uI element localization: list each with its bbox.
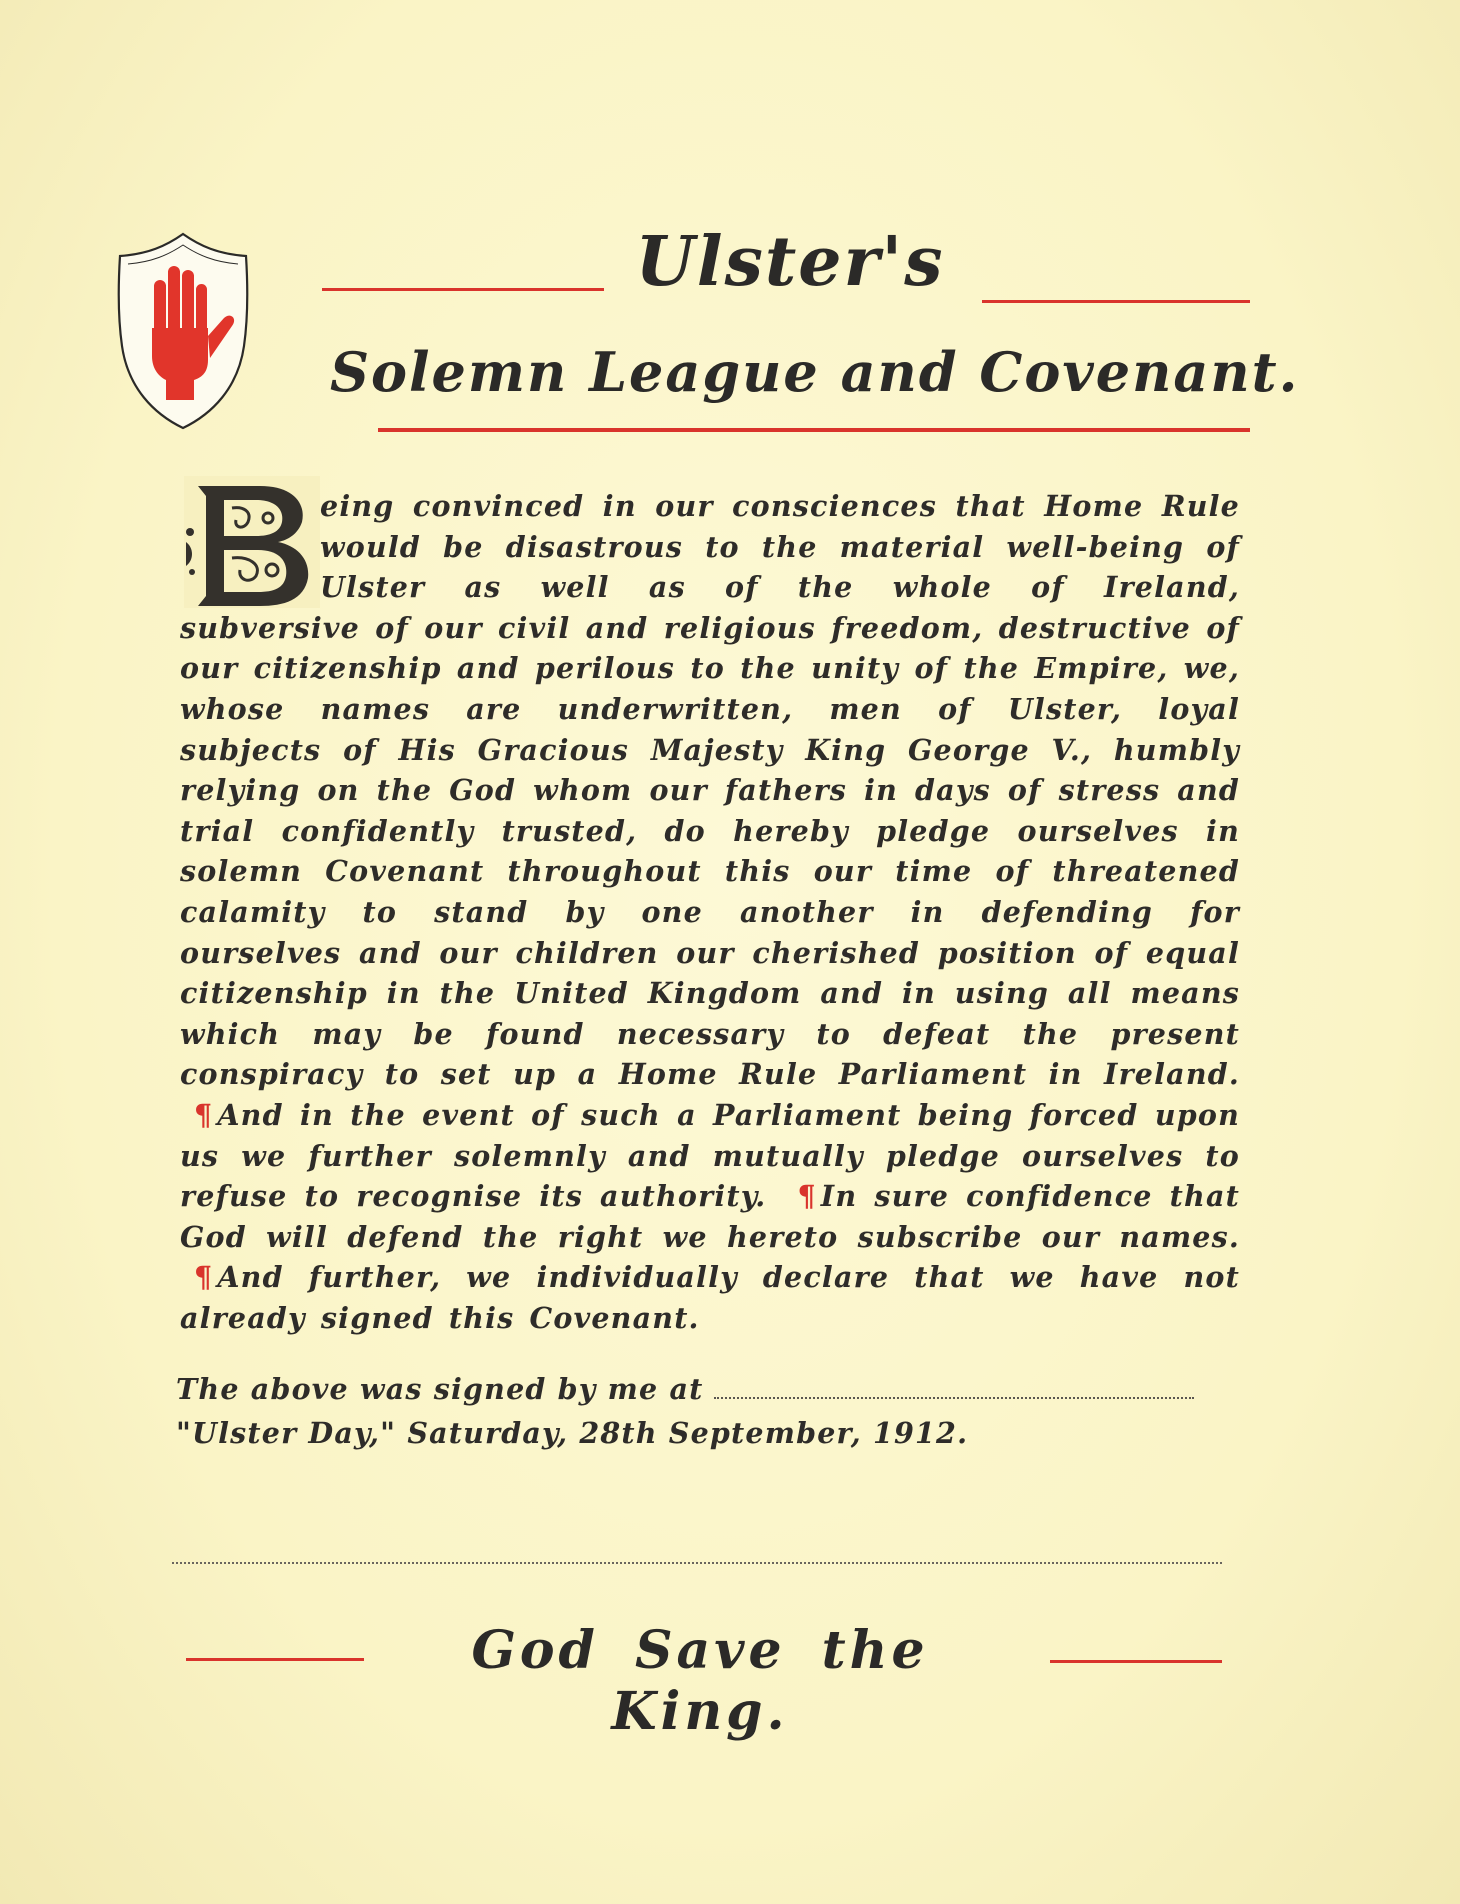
closing-rule-left <box>186 1658 364 1661</box>
body-paragraph-3: In sure confidence that God will defend the right we hereto subscribe our names. <box>180 1179 1240 1254</box>
title-rule-left <box>322 288 604 291</box>
pilcrow-icon: ¶ <box>194 1260 214 1295</box>
document-subtitle: Solemn League and Covenant. <box>330 340 1300 404</box>
title-rule-right <box>982 300 1250 303</box>
signature-dotted-line[interactable] <box>172 1562 1222 1564</box>
covenant-body <box>180 486 1240 1338</box>
document-title: Ulster's <box>635 222 945 302</box>
body-paragraph-2: And in the event of such a Parliament being forced upon us we further solemnly and mutually pledge ourselves to refuse to recognise its authority. <box>180 1097 1240 1214</box>
pilcrow-icon: ¶ <box>194 1097 214 1132</box>
signed-at-label: The above was signed by me at <box>176 1372 704 1406</box>
closing-motto: God Save the King. <box>471 1620 929 1742</box>
subtitle-underline <box>378 428 1250 432</box>
pilcrow-icon: ¶ <box>797 1179 817 1214</box>
body-paragraph-1: eing convinced in our consciences that Home Rule would be disastrous to the material well-being of Ulster as well as of the whole of Ireland, subversive of our civil and religious freedom, destructive of our citizenship and perilous to the unity of the Empire, we, whose names are underwritten, men of Ulster, loyal subjects of His Gracious Majesty King George V., humbly relying on the God whom our fathers in days of stress and trial confidently trusted, do hereby pledge ourselves in solemn Covenant throughout this our time of threatened calamity to stand by one another in defending for ourselves and our children our cherished position of equal citizenship in the United Kingdom and in using all means which may be found necessary to defeat the present conspiracy to set up a Home Rule Parliament in Ireland. <box>180 489 1240 1092</box>
closing-rule-right <box>1050 1660 1222 1663</box>
signing-date: "Ulster Day," Saturday, 28th September, 1912. <box>176 1416 969 1450</box>
dropcap-space <box>180 486 320 604</box>
body-paragraph-4: And further, we individually declare that we have not already signed this Covenant. <box>180 1260 1240 1335</box>
signature-location-line <box>176 1372 1226 1406</box>
signature-location-field[interactable] <box>714 1397 1194 1399</box>
red-hand-shield-icon <box>108 228 258 433</box>
